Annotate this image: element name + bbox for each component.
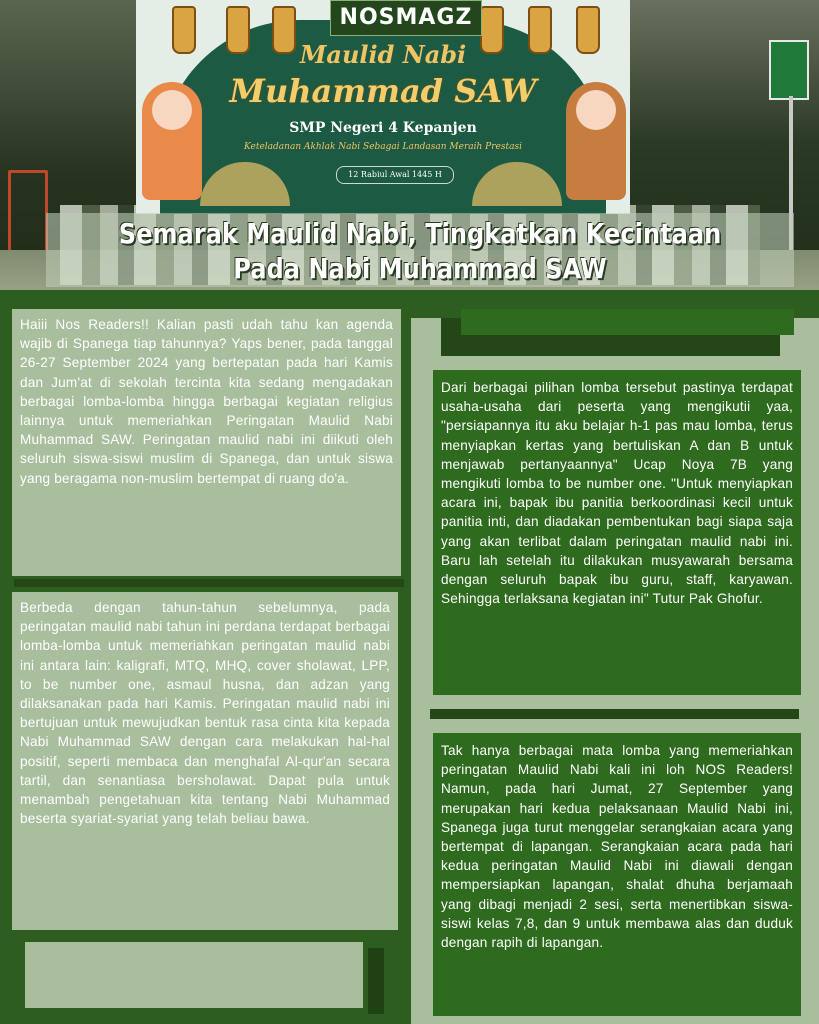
paragraph-intro: Haiii Nos Readers!! Kalian pasti udah tahu kan agenda wajib di Spanega tiap tahunnya? Yaps bener, pada tanggal 26-27 September 2024 yang bertepatan pada hari Kamis dan Jum'at di sekolah tercinta kita sedang mengadakan berbagai lomba-lomba hingga berbagai kegiatan religius lainnya untuk memeriahkan Peringatan Maulid Nabi Muhammad SAW. Peringatan maulid nabi ini diikuti oleh seluruh siswa-siswi muslim di Spanega, dan untuk siswa yang beragama non-muslim bertempat di ruang do'a. (12, 309, 401, 576)
dome-decoration (472, 162, 562, 206)
decorative-shadow-block (368, 948, 384, 1014)
paragraph-preparation: Dari berbagai pilihan lomba tersebut pastinya terdapat usaha-usaha dari peserta yang mengikutii yaa, "persiapannya itu aku belajar h-1 pas mau lomba, terus menyiapkan kertas yang bertuliskan A dan B untuk menjawab pertanyaannya" Ucap Noya 7B yang mengikuti lomba to be number one. "Untuk menyiapkan acara ini, bapak ibu panitia berkoordinasi kecil untuk panitia inti, dan diadakan pembentukan bagi siapa saja yang akan terlibat dalam peringatan maulid nabi ini. Baru lah setelah itu dilakukan musyawarah bersama dengan seluruh bapak ibu guru, staff, karyawan. Sehingga terlaksana kegiatan ini" Tutur Pak Ghofur. (433, 370, 801, 695)
decorative-light-block (25, 942, 363, 1008)
divider-bar (14, 579, 404, 587)
headline-line1: Semarak Maulid Nabi, Tingkatkan Kecintaan (118, 217, 722, 250)
banner-school: SMP Negeri 4 Kepanjen (289, 120, 477, 136)
decorative-dark-block (461, 309, 794, 335)
hero-photo (0, 0, 819, 318)
nosmagz-logo: NOSMAGZ (330, 0, 482, 36)
banner-title-line2: Muhammad SAW (229, 72, 537, 110)
banner-title-line1: Maulid Nabi (299, 40, 467, 69)
headline-line2: Pada Nabi Muhammad SAW (233, 252, 607, 285)
article-headline (98, 216, 741, 286)
banner-tagline: Keteladanan Akhlak Nabi Sebagai Landasan Meraih Prestasi (244, 142, 522, 152)
dome-decoration (200, 162, 290, 206)
green-sign (769, 40, 809, 100)
divider-bar (430, 709, 799, 719)
paragraph-second-day: Tak hanya berbagai mata lomba yang memeriahkan peringatan Maulid Nabi kali ini loh NOS Readers! Namun, pada hari Jumat, 27 September yang merupakan hari kedua pelaksanaan Maulid Nabi ini, Spanega juga turut menggelar serangkaian acara yang bertempat di lapangan. Serangkaian acara pada hari kedua peringatan Maulid Nabi ini diawali dengan mempersiapkan lapangan, shalat dhuha berjamaah yang dibagi menjadi 2 sesi, serta menertibkan siswa-siswi kelas 7,8, dan 9 untuk membawa alas dan duduk dengan rapih di lapangan. (433, 733, 801, 1016)
paragraph-competitions: Berbeda dengan tahun-tahun sebelumnya, pada peringatan maulid nabi tahun ini perdana terdapat berbagai lomba-lomba untuk memeriahkan peringatan maulid nabi ini antara lain: kaligrafi, MTQ, MHQ, cover sholawat, LPP, to be number one, asmaul husna, dan adzan yang dilaksanakan pada hari Kamis. Peringatan maulid nabi ini bertujuan untuk mewujudkan bentuk rasa cinta kita kepada Nabi Muhammad SAW dengan cara melakukan hal-hal positif, seperti membaca dan menghafal Al-qur'an secara tartil, dan senantiasa bersholawat. Dapat pula untuk menambah pengetahuan kita tentang Nabi Muhammad beserta syariat-syariat yang telah beliau bawa. (12, 592, 398, 930)
banner-date: 12 Rabiul Awal 1445 H (336, 166, 454, 184)
